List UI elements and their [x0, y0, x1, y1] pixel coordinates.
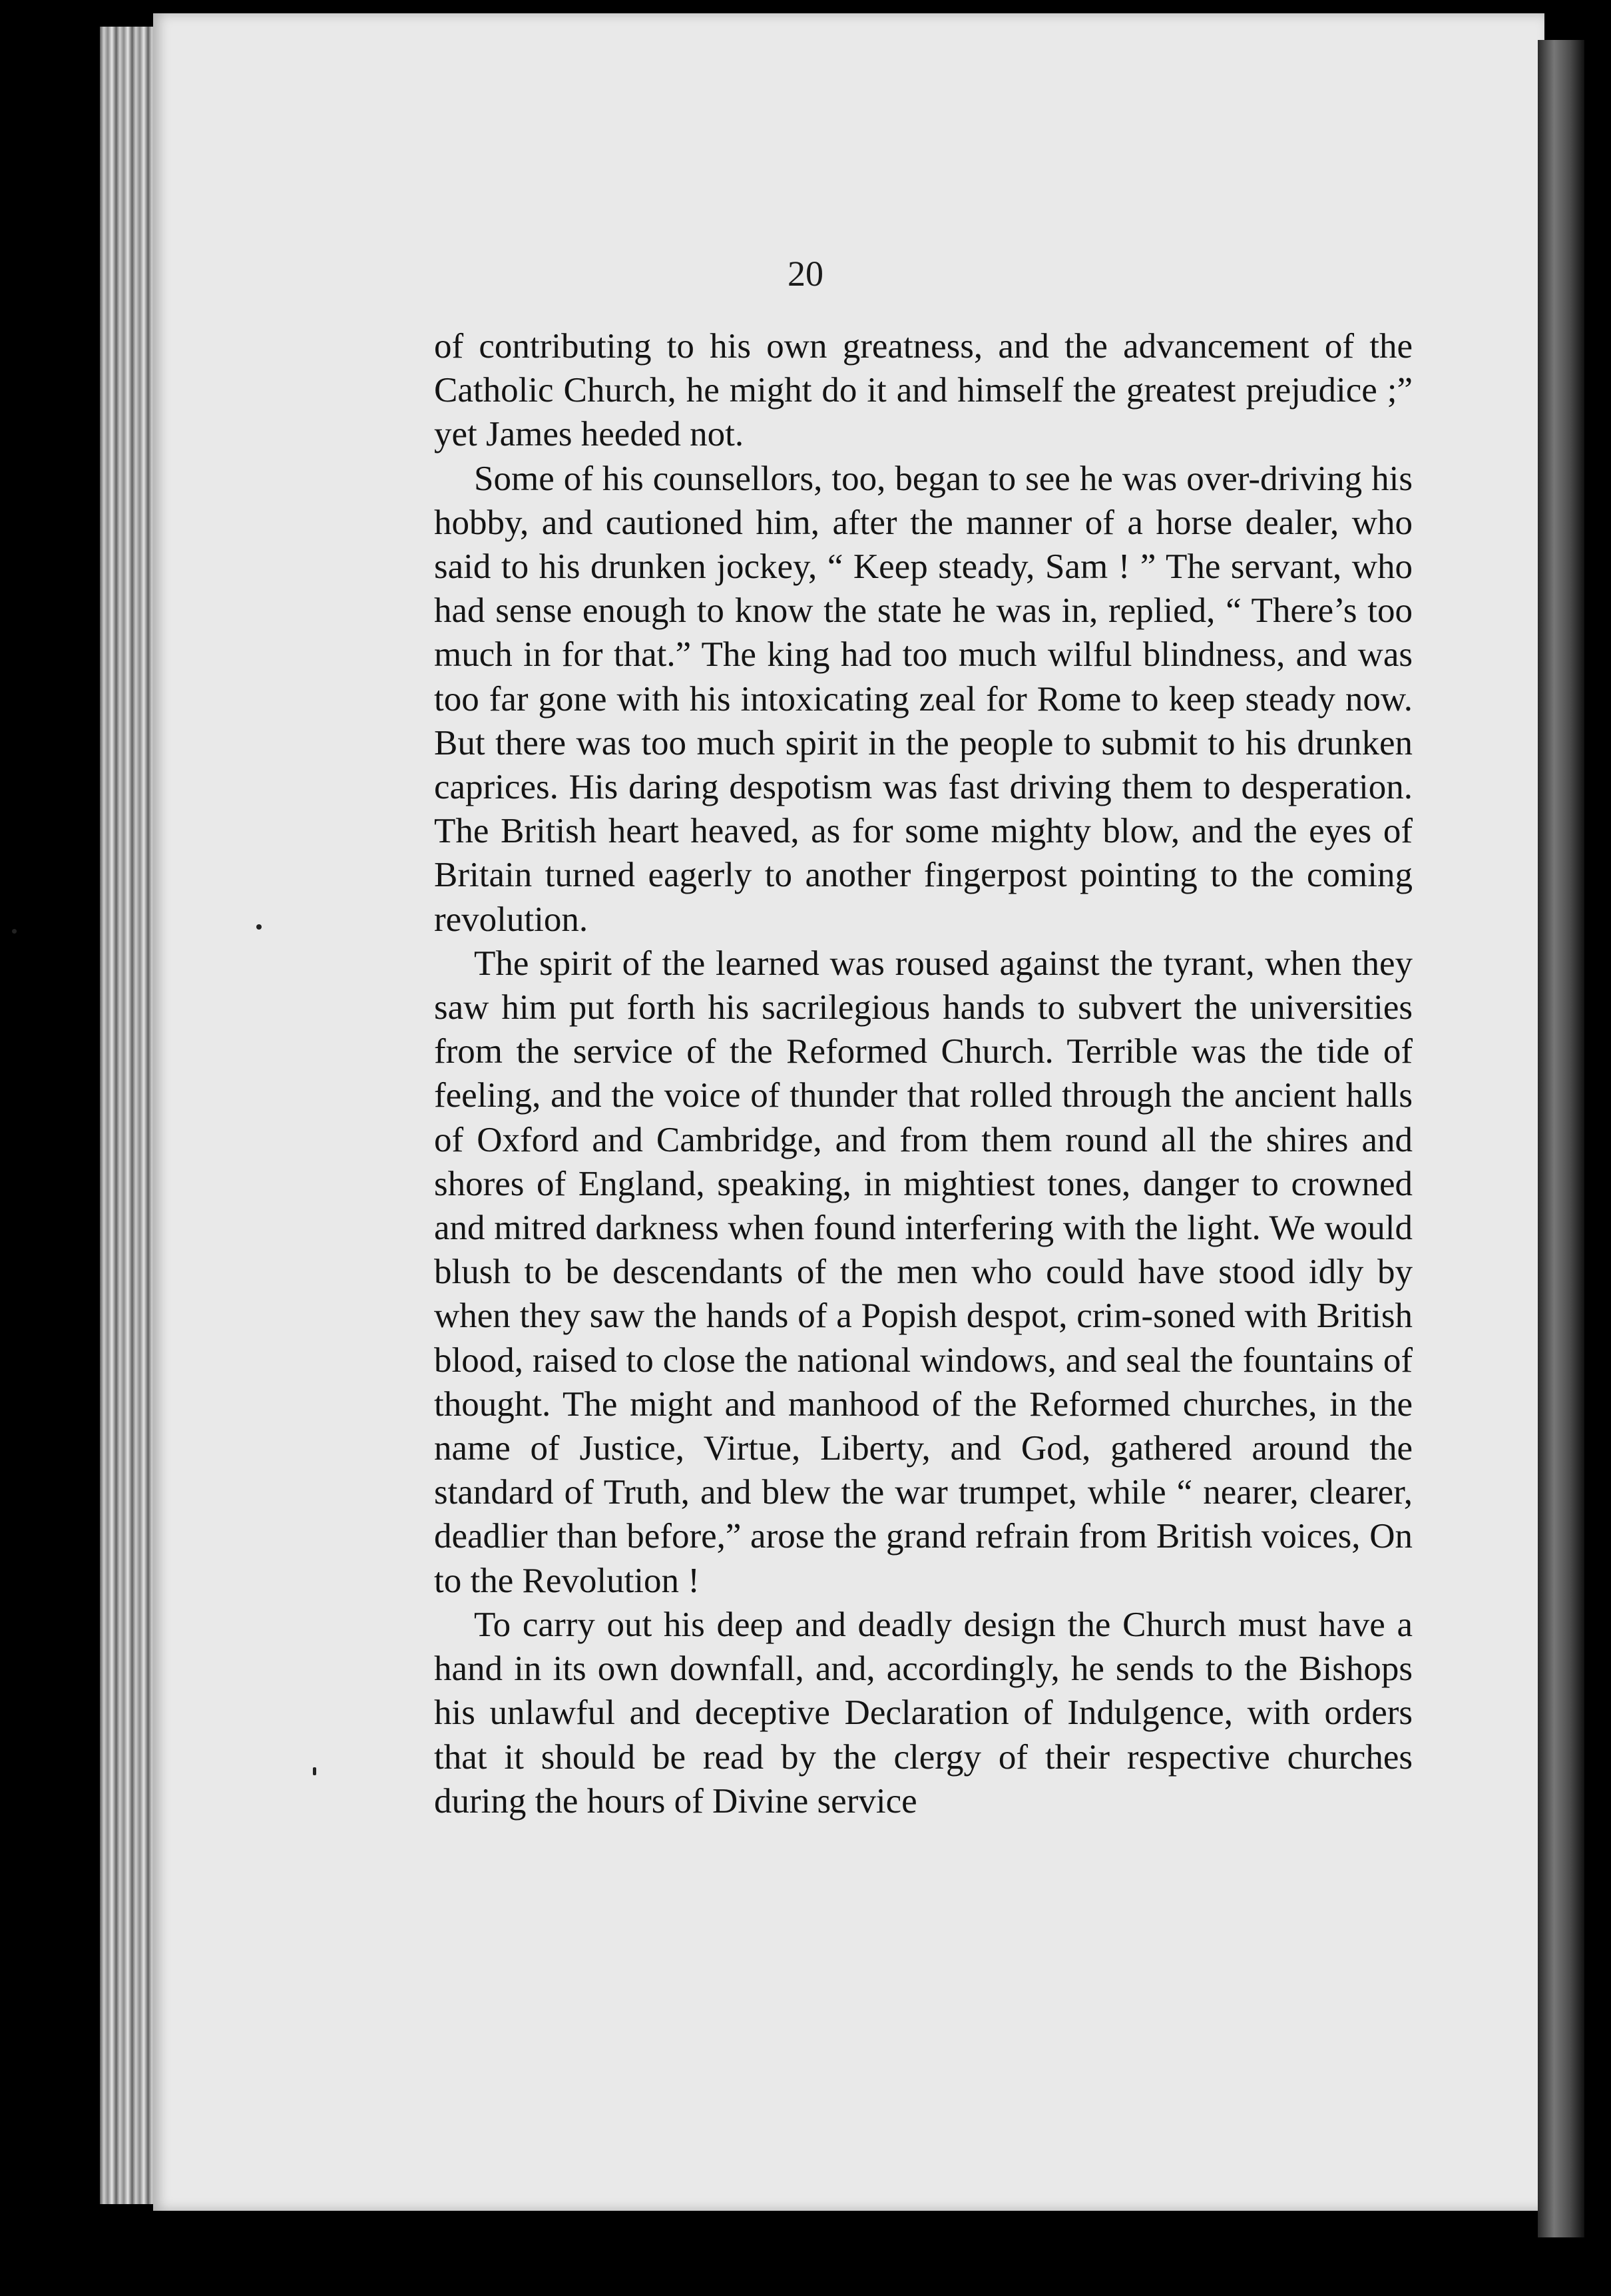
paragraph: Some of his counsellors, too, began to see he was over-driving his hobby, and cautioned him, after the manner of a horse dealer, who said to his drunken jockey, “ Keep steady, Sam ! ” The servant, who had sense enough to know the state he was in, replied, “ There’s too much in for that.” The king had too much wilful blindness, and was too far gone with his intoxicating zeal for Rome to keep steady now. But there was too much spirit in the people to submit to his drunken caprices. His daring despotism was fast driving them to desperation. The British heart heaved, as for some mighty blow, and the eyes of Britain turned eagerly to another fingerpost pointing to the coming revolution. [434, 459, 1413, 939]
paragraph: To carry out his deep and deadly design the Church must have a hand in its own downfall, and, accordingly, he sends to the Bishops his unlawful and deceptive Declaration of Indulgence, with orders that it should be read by the clergy of their respective churches during the hours of Divine service [434, 1605, 1413, 1821]
scan-speck [256, 924, 262, 930]
binding-edge [1538, 40, 1584, 2237]
paragraph: of contributing to his own greatness, and the advancement of the Catholic Church, he might do it and himself the greatest prejudice ;” yet James heeded not. [434, 327, 1413, 454]
page-number: 20 [788, 254, 823, 294]
body-text [434, 324, 1413, 1823]
scan-speck [313, 1767, 316, 1775]
paragraph: The spirit of the learned was roused against the tyrant, when they saw him put forth his sacrilegious hands to subvert the universities from the service of the Reformed Church. Terrible was the tide of feeling, and the voice of thunder that rolled through the ancient halls of Oxford and Cambridge, and from them round all the shires and shores of England, speaking, in mightiest tones, danger to crowned and mitred darkness when found interfering with the light. We would blush to be descendants of the men who could have stood idly by when they saw the hands of a Popish despot, crim-soned with British blood, raised to close the national windows, and seal the fountains of thought. The might and manhood of the Reformed churches, in the name of Justice, Virtue, Liberty, and God, gathered around the standard of Truth, and blew the war trumpet, while “ nearer, clearer, deadlier than before,” arose the grand refrain from British voices, On to the Revolution ! [434, 944, 1413, 1600]
scan-speck [12, 929, 17, 934]
